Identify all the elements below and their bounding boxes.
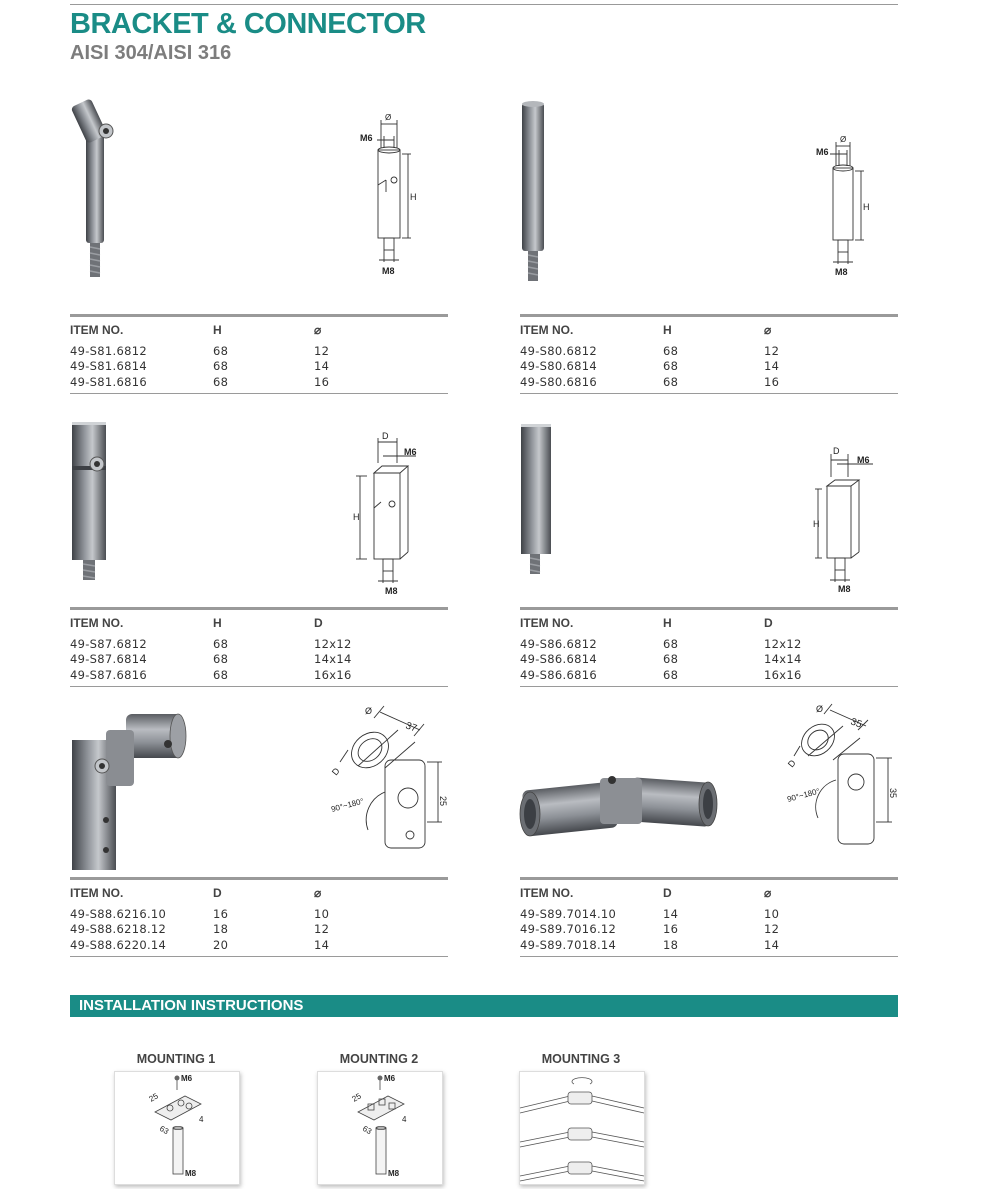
table-header-row — [70, 323, 448, 343]
cell: 68 — [213, 374, 229, 389]
table-row — [70, 359, 448, 375]
column-header: ITEM NO. — [520, 616, 574, 630]
h-label: H — [353, 512, 360, 522]
dim-25-label: 25 — [438, 796, 448, 807]
cell: 18 — [663, 937, 679, 952]
table-row — [70, 667, 448, 683]
dim-label: 4 — [199, 1115, 204, 1124]
table-header-row — [70, 616, 448, 636]
dim-label: 63 — [158, 1123, 171, 1137]
item-no: 49-S81.6816 — [70, 374, 147, 389]
dim-35-label: 35 — [848, 716, 864, 731]
table-header-row — [520, 323, 898, 343]
spec-table — [520, 314, 898, 394]
dia-label: Ø — [840, 135, 847, 144]
item-no: 49-S86.6816 — [520, 667, 597, 682]
dim-35-label: 35 — [888, 788, 898, 799]
cell: 68 — [213, 667, 229, 682]
cell: 12 — [314, 922, 330, 937]
cell: 68 — [663, 374, 679, 389]
column-header: D — [663, 886, 672, 900]
cell: 12 — [764, 343, 780, 358]
table-row — [520, 937, 898, 953]
column-header: ITEM NO. — [520, 886, 574, 900]
page-title: BRACKET & CONNECTOR — [70, 8, 426, 40]
table-row — [70, 636, 448, 652]
cell: 10 — [314, 906, 330, 921]
table-row — [520, 374, 898, 390]
cell: 14 — [314, 359, 330, 374]
item-no: 49-S80.6812 — [520, 343, 597, 358]
mounting-label: MOUNTING 3 — [541, 1052, 621, 1066]
cell: 68 — [213, 343, 229, 358]
table-row — [70, 906, 448, 922]
mounting-diagram — [519, 1071, 645, 1185]
column-header: ITEM NO. — [70, 886, 124, 900]
item-no: 49-S86.6814 — [520, 652, 597, 667]
product-photo — [70, 420, 120, 590]
dim-label: 63 — [361, 1123, 374, 1137]
installation-section-header — [70, 995, 898, 1017]
mounting-label: MOUNTING 2 — [339, 1052, 419, 1066]
h-label: H — [813, 519, 820, 529]
dia-label: Ø — [385, 113, 392, 122]
table-row — [70, 652, 448, 668]
m6-label: M6 — [360, 133, 373, 143]
dia-label: Ø — [816, 704, 824, 714]
dim-label: 25 — [350, 1091, 363, 1104]
item-no: 49-S89.7018.14 — [520, 937, 617, 952]
cell: 12x12 — [314, 636, 352, 651]
cell: 18 — [213, 922, 229, 937]
column-header: ITEM NO. — [70, 616, 124, 630]
column-header: ⌀ — [764, 323, 772, 337]
m6-label: M6 — [816, 147, 829, 157]
table-row — [520, 667, 898, 683]
m6-label: M6 — [857, 455, 870, 465]
dim-37-label: 37 — [403, 720, 419, 735]
item-no: 49-S88.6218.12 — [70, 922, 167, 937]
mounting-label: MOUNTING 1 — [136, 1052, 216, 1066]
dia-label: Ø — [365, 706, 373, 716]
mounting-diagram — [317, 1071, 443, 1185]
table-row — [70, 374, 448, 390]
table-row — [70, 343, 448, 359]
cell: 68 — [213, 359, 229, 374]
column-header: D — [213, 886, 222, 900]
item-no: 49-S81.6812 — [70, 343, 147, 358]
cell: 14 — [663, 906, 679, 921]
spec-table — [70, 314, 448, 394]
technical-drawing — [785, 700, 898, 850]
cell: 20 — [213, 937, 229, 952]
table-row — [520, 359, 898, 375]
item-no: 49-S86.6812 — [520, 636, 597, 651]
table-header-row — [70, 886, 448, 906]
dim-label: 25 — [147, 1091, 160, 1104]
cell: 12 — [314, 343, 330, 358]
item-no: 49-S87.6814 — [70, 652, 147, 667]
cell: 68 — [663, 343, 679, 358]
d-label: D — [833, 446, 840, 456]
top-rule — [70, 4, 898, 5]
table-row — [70, 937, 448, 953]
cell: 16 — [663, 922, 679, 937]
cell: 68 — [213, 652, 229, 667]
mounting-2 — [314, 1052, 444, 1185]
technical-drawing — [352, 428, 422, 598]
table-row — [520, 636, 898, 652]
cell: 16 — [764, 374, 780, 389]
cell: 16x16 — [764, 667, 802, 682]
item-no: 49-S80.6814 — [520, 359, 597, 374]
mounting-3 — [516, 1052, 646, 1185]
dim-label: 4 — [402, 1115, 407, 1124]
cell: 68 — [663, 636, 679, 651]
technical-drawing — [330, 700, 448, 850]
m8-label: M8 — [838, 584, 851, 594]
table-header-row — [520, 616, 898, 636]
column-header: ITEM NO. — [70, 323, 124, 337]
item-no: 49-S80.6816 — [520, 374, 597, 389]
installation-title: INSTALLATION INSTRUCTIONS — [79, 997, 304, 1014]
item-no: 49-S87.6812 — [70, 636, 147, 651]
d-label: D — [329, 765, 342, 778]
d-label: D — [785, 757, 798, 770]
cell: 68 — [663, 667, 679, 682]
product-photo — [70, 700, 190, 875]
item-no: 49-S89.7014.10 — [520, 906, 617, 921]
h-label: H — [410, 192, 417, 202]
product-photo — [70, 95, 140, 295]
cell: 16 — [314, 374, 330, 389]
column-header: ⌀ — [764, 886, 772, 900]
column-header: H — [213, 323, 222, 337]
product-photo — [520, 420, 560, 580]
cell: 12x12 — [764, 636, 802, 651]
mounting-diagram — [114, 1071, 240, 1185]
item-no: 49-S88.6216.10 — [70, 906, 167, 921]
m8-label: M8 — [388, 1169, 400, 1178]
column-header: D — [314, 616, 323, 630]
m6-label: M6 — [181, 1074, 193, 1083]
d-label: D — [382, 431, 389, 441]
spec-table — [70, 877, 448, 957]
column-header: H — [663, 616, 672, 630]
m8-label: M8 — [185, 1169, 197, 1178]
cell: 16x16 — [314, 667, 352, 682]
column-header: H — [663, 323, 672, 337]
column-header: D — [764, 616, 773, 630]
m6-label: M6 — [404, 447, 417, 457]
angle-label: 90°~180° — [786, 786, 821, 804]
cell: 14x14 — [764, 652, 802, 667]
table-row — [70, 922, 448, 938]
item-no: 49-S89.7016.12 — [520, 922, 617, 937]
table-row — [520, 906, 898, 922]
angle-label: 90°~180° — [330, 796, 365, 814]
cell: 14 — [314, 937, 330, 952]
cell: 14 — [764, 937, 780, 952]
cell: 68 — [663, 359, 679, 374]
spec-table — [520, 877, 898, 957]
item-no: 49-S88.6220.14 — [70, 937, 167, 952]
column-header: ITEM NO. — [520, 323, 574, 337]
product-photo — [520, 95, 580, 295]
page-subtitle: AISI 304/AISI 316 — [70, 42, 232, 64]
cell: 10 — [764, 906, 780, 921]
cell: 14x14 — [314, 652, 352, 667]
mounting-1 — [111, 1052, 241, 1185]
item-no: 49-S87.6816 — [70, 667, 147, 682]
cell: 68 — [213, 636, 229, 651]
column-header: ⌀ — [314, 323, 322, 337]
spec-table — [520, 607, 898, 687]
technical-drawing — [355, 110, 425, 280]
m8-label: M8 — [382, 266, 395, 276]
cell: 68 — [663, 652, 679, 667]
column-header: H — [213, 616, 222, 630]
cell: 12 — [764, 922, 780, 937]
table-header-row — [520, 886, 898, 906]
spec-table — [70, 607, 448, 687]
cell: 16 — [213, 906, 229, 921]
m8-label: M8 — [835, 267, 848, 277]
product-photo — [520, 700, 720, 850]
item-no: 49-S81.6814 — [70, 359, 147, 374]
table-row — [520, 343, 898, 359]
table-row — [520, 652, 898, 668]
technical-drawing — [813, 442, 883, 597]
m8-label: M8 — [385, 586, 398, 596]
m6-label: M6 — [384, 1074, 396, 1083]
cell: 14 — [764, 359, 780, 374]
column-header: ⌀ — [314, 886, 322, 900]
technical-drawing — [816, 130, 886, 280]
table-row — [520, 922, 898, 938]
h-label: H — [863, 202, 870, 212]
